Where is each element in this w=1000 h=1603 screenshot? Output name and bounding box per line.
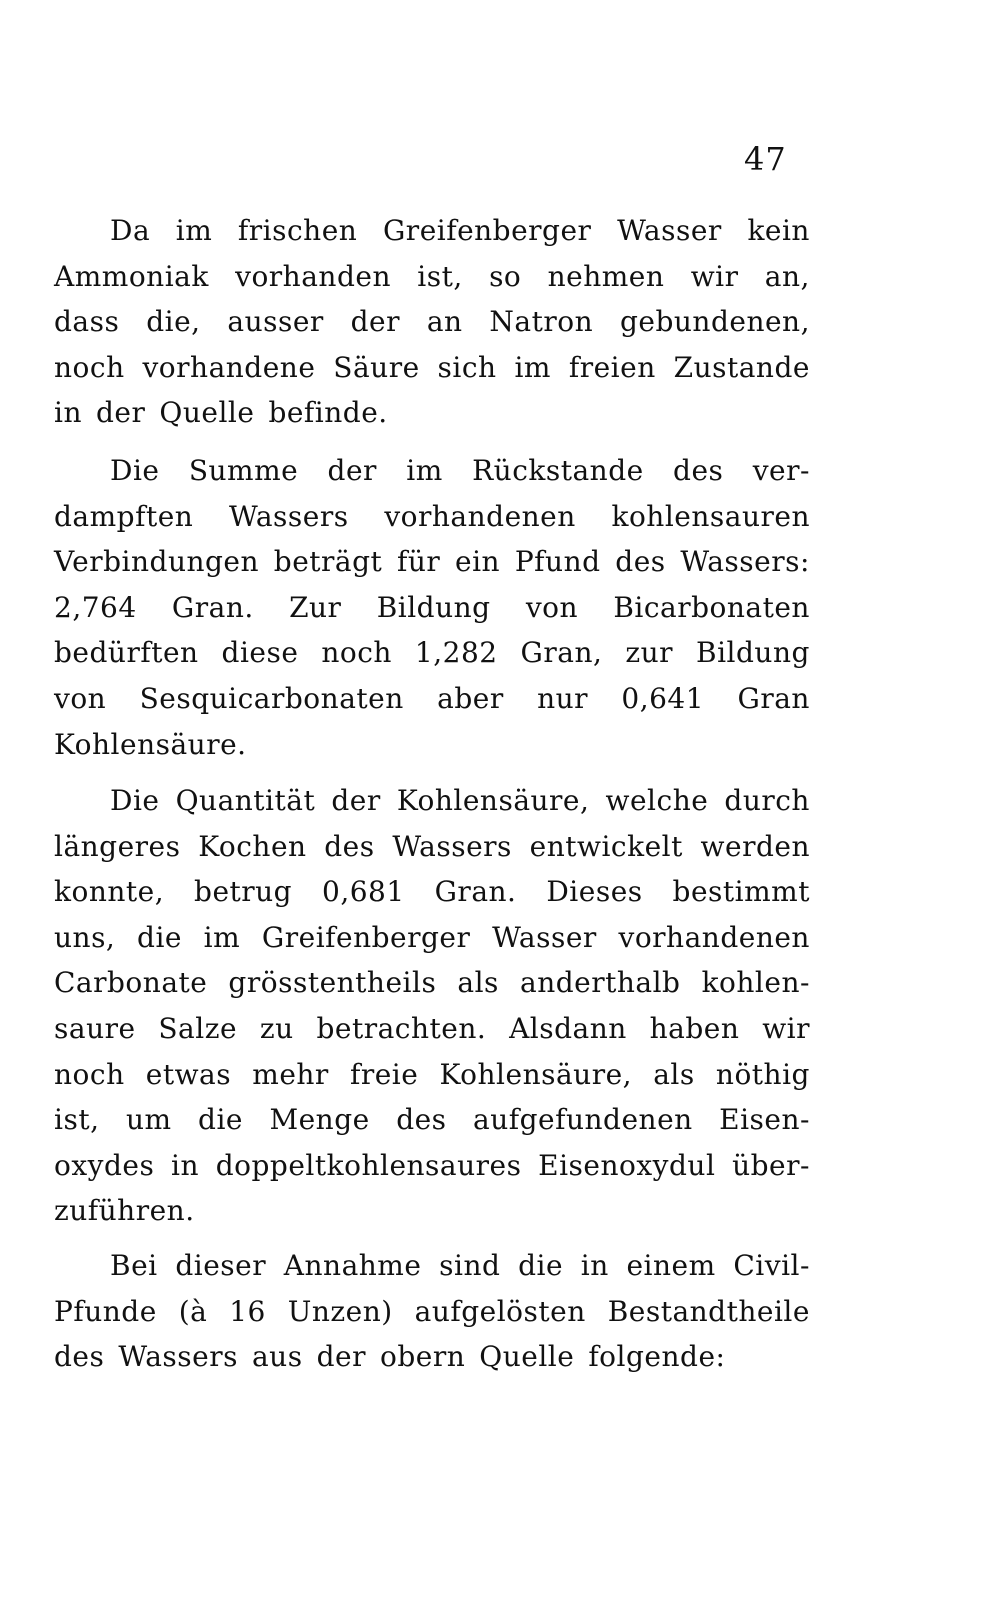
text-line: Ammoniak vorhanden ist, so nehmen wir an, — [54, 259, 810, 293]
text-line: Carbonate grösstentheils als anderthalb kohlen- — [54, 966, 810, 1000]
text-line: längeres Kochen des Wassers entwickelt werden — [54, 829, 810, 863]
text-line: dampften Wassers vorhandenen kohlensauren — [54, 499, 810, 533]
text-line: bedürften diese noch 1,282 Gran, zur Bildung — [54, 636, 810, 670]
text-line: oxydes in doppeltkohlensaures Eisenoxydul über- — [54, 1148, 810, 1182]
text-line: dass die, ausser der an Natron gebundenen, — [54, 305, 810, 339]
text-line: Kohlensäure. — [54, 727, 247, 761]
text-line: uns, die im Greifenberger Wasser vorhandenen — [54, 920, 810, 954]
paragraph-3 — [54, 778, 810, 1234]
text-line: Pfunde (à 16 Unzen) aufgelösten Bestandtheile — [54, 1294, 810, 1328]
text-line: Die Summe der im Rückstande des ver- — [110, 454, 810, 487]
paragraph-1 — [54, 208, 810, 436]
text-line: konnte, betrug 0,681 Gran. Dieses bestimmt — [54, 875, 810, 909]
text-line: noch vorhandene Säure sich im freien Zustande — [54, 350, 810, 384]
page-number: 47 — [744, 140, 787, 178]
text-line: noch etwas mehr freie Kohlensäure, als nöthig — [54, 1057, 810, 1091]
text-line: zuführen. — [54, 1194, 195, 1228]
text-line: in der Quelle befinde. — [54, 396, 388, 430]
text-line: von Sesquicarbonaten aber nur 0,641 Gran — [54, 681, 810, 715]
text-line: Bei dieser Annahme sind die in einem Civil- — [110, 1249, 810, 1282]
paragraph-4 — [54, 1243, 810, 1380]
text-line: ist, um die Menge des aufgefundenen Eisen- — [54, 1103, 810, 1137]
paragraph-2 — [54, 448, 810, 767]
text-line: Die Quantität der Kohlensäure, welche durch — [110, 784, 810, 817]
text-line: 2,764 Gran. Zur Bildung von Bicarbonaten — [54, 590, 810, 624]
text-line: Verbindungen beträgt für ein Pfund des Wassers: — [54, 545, 810, 579]
text-line: Da im frischen Greifenberger Wasser kein — [110, 214, 810, 247]
text-line: saure Salze zu betrachten. Alsdann haben wir — [54, 1011, 810, 1045]
text-line: des Wassers aus der obern Quelle folgende: — [54, 1340, 726, 1374]
